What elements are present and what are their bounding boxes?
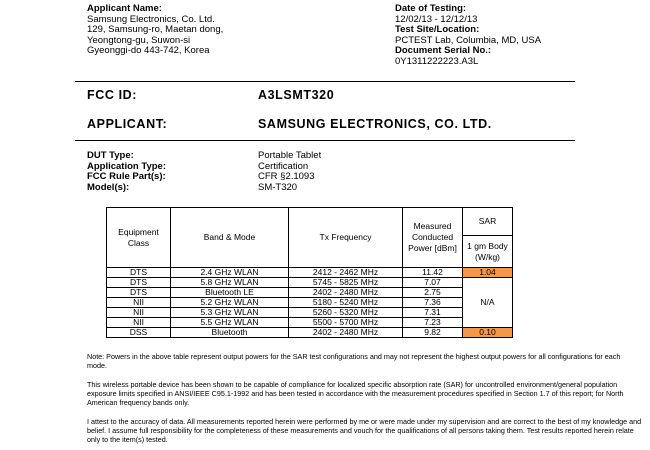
applicant-value: SAMSUNG ELECTRONICS, CO. LTD.: [258, 117, 492, 131]
fcc-id-label: FCC ID:: [87, 88, 138, 102]
cell-power: 7.23: [403, 318, 463, 328]
test-site-label: Test Site/Location:: [395, 24, 480, 35]
cell-sar-na: N/A: [463, 278, 513, 328]
cell-tx-frequency: 5500 - 5700 MHz: [289, 318, 403, 328]
header-equipment-class: Equipment Class: [107, 208, 171, 268]
cell-band-mode: 5.2 GHz WLAN: [171, 298, 289, 308]
table-row: [107, 288, 513, 298]
cell-sar-value: 0.10: [463, 328, 513, 338]
fcc-rule-value: CFR §2.1093: [258, 171, 315, 182]
cell-band-mode: Bluetooth: [171, 328, 289, 338]
applicant-address-line: 129, Samsung-ro, Maetan dong,: [87, 24, 224, 35]
dut-type-value: Portable Tablet: [258, 150, 322, 161]
application-type-label: Application Type:: [87, 160, 166, 172]
applicant-name-label: Applicant Name:: [87, 3, 162, 14]
table-note: Note: Powers in the above table represent output powers for the SAR test configurations and may not represent the highest output powers for all configurations for each mode.: [87, 352, 621, 370]
applicant-address-line: Gyeonggi-do 443-742, Korea: [87, 45, 210, 56]
divider: [75, 140, 575, 141]
cell-band-mode: 2.4 GHz WLAN: [171, 268, 289, 278]
header-measured-power: Measured Conducted Power [dBm]: [403, 208, 463, 268]
header-band-mode: Band & Mode: [171, 208, 289, 268]
fcc-id-value: A3LSMT320: [258, 88, 335, 102]
cell-band-mode: 5.5 GHz WLAN: [171, 318, 289, 328]
table-row: [107, 298, 513, 308]
cell-power: 7.36: [403, 298, 463, 308]
model-label: Model(s):: [87, 181, 130, 193]
compliance-statement: This wireless portable device has been shown to be capable of compliance for localized specific absorption rate (SAR) for uncontrolled environment/general population exposure limits specified in ANSI/IEEE C95.1-1992 and has been tested in accordance with the measurement procedures specified in Section 1.7 of this report; for North American frequency bands only.: [87, 380, 624, 407]
table-header-row: [107, 208, 513, 236]
dut-info-labels: [87, 151, 166, 193]
table-row: [107, 328, 513, 338]
applicant-address-line: Yeongtong-gu, Suwon-si: [87, 34, 191, 46]
attestation-statement: I attest to the accuracy of data. All measurements reported herein were performed by me or were made under my supervision and are correct to the best of my knowledge and belief. I assume full responsibility for the completeness of these measurements and vouch for the qualifications of all persons taking them. Test results reported herein relate only to the item(s) tested.: [87, 417, 642, 444]
table-row: [107, 278, 513, 288]
divider: [75, 81, 575, 82]
table-row: [107, 318, 513, 328]
date-of-testing-value: 12/02/13 - 12/12/13: [395, 13, 478, 25]
cell-equipment-class: DTS: [107, 278, 171, 288]
table-row: [107, 308, 513, 318]
cell-power: 7.07: [403, 278, 463, 288]
cell-equipment-class: NII: [107, 298, 171, 308]
cell-band-mode: Bluetooth LE: [171, 288, 289, 298]
cell-power: 11.42: [403, 268, 463, 278]
cell-equipment-class: NII: [107, 318, 171, 328]
cell-tx-frequency: 2402 - 2480 MHz: [289, 328, 403, 338]
applicant-address-line: Samsung Electronics, Co. Ltd.: [87, 13, 215, 25]
document-serial-value: 0Y1311222223.A3L: [395, 55, 479, 67]
cell-equipment-class: DTS: [107, 288, 171, 298]
test-site-value: PCTEST Lab, Columbia, MD, USA: [395, 34, 542, 46]
cell-sar-value: 1.04: [463, 268, 513, 278]
cell-band-mode: 5.3 GHz WLAN: [171, 308, 289, 318]
dut-type-label: DUT Type:: [87, 150, 134, 161]
header-sar: SAR: [463, 208, 513, 236]
fcc-rule-label: FCC Rule Part(s):: [87, 171, 166, 182]
cell-tx-frequency: 2412 - 2462 MHz: [289, 268, 403, 278]
header-tx-frequency: Tx Frequency: [289, 208, 403, 268]
testing-block: [395, 4, 541, 67]
cell-band-mode: 5.8 GHz WLAN: [171, 278, 289, 288]
model-value: SM-T320: [258, 181, 298, 193]
applicant-block: [87, 4, 223, 57]
cell-tx-frequency: 5180 - 5240 MHz: [289, 298, 403, 308]
cell-power: 2.75: [403, 288, 463, 298]
cell-equipment-class: DTS: [107, 268, 171, 278]
header-sar-unit: 1 gm Body (W/kg): [463, 236, 513, 268]
cell-equipment-class: NII: [107, 308, 171, 318]
dut-info-values: [258, 151, 321, 193]
cell-tx-frequency: 5745 - 5825 MHz: [289, 278, 403, 288]
applicant-label: APPLICANT:: [87, 117, 168, 131]
application-type-value: Certification: [258, 160, 309, 172]
date-of-testing-label: Date of Testing:: [395, 3, 467, 14]
cell-power: 7.31: [403, 308, 463, 318]
document-serial-label: Document Serial No.:: [395, 45, 492, 56]
cell-tx-frequency: 2402 - 2480 MHz: [289, 288, 403, 298]
cell-power: 9.82: [403, 328, 463, 338]
cell-tx-frequency: 5260 - 5320 MHz: [289, 308, 403, 318]
sar-table: [106, 207, 513, 338]
table-row: [107, 268, 513, 278]
cell-equipment-class: DSS: [107, 328, 171, 338]
